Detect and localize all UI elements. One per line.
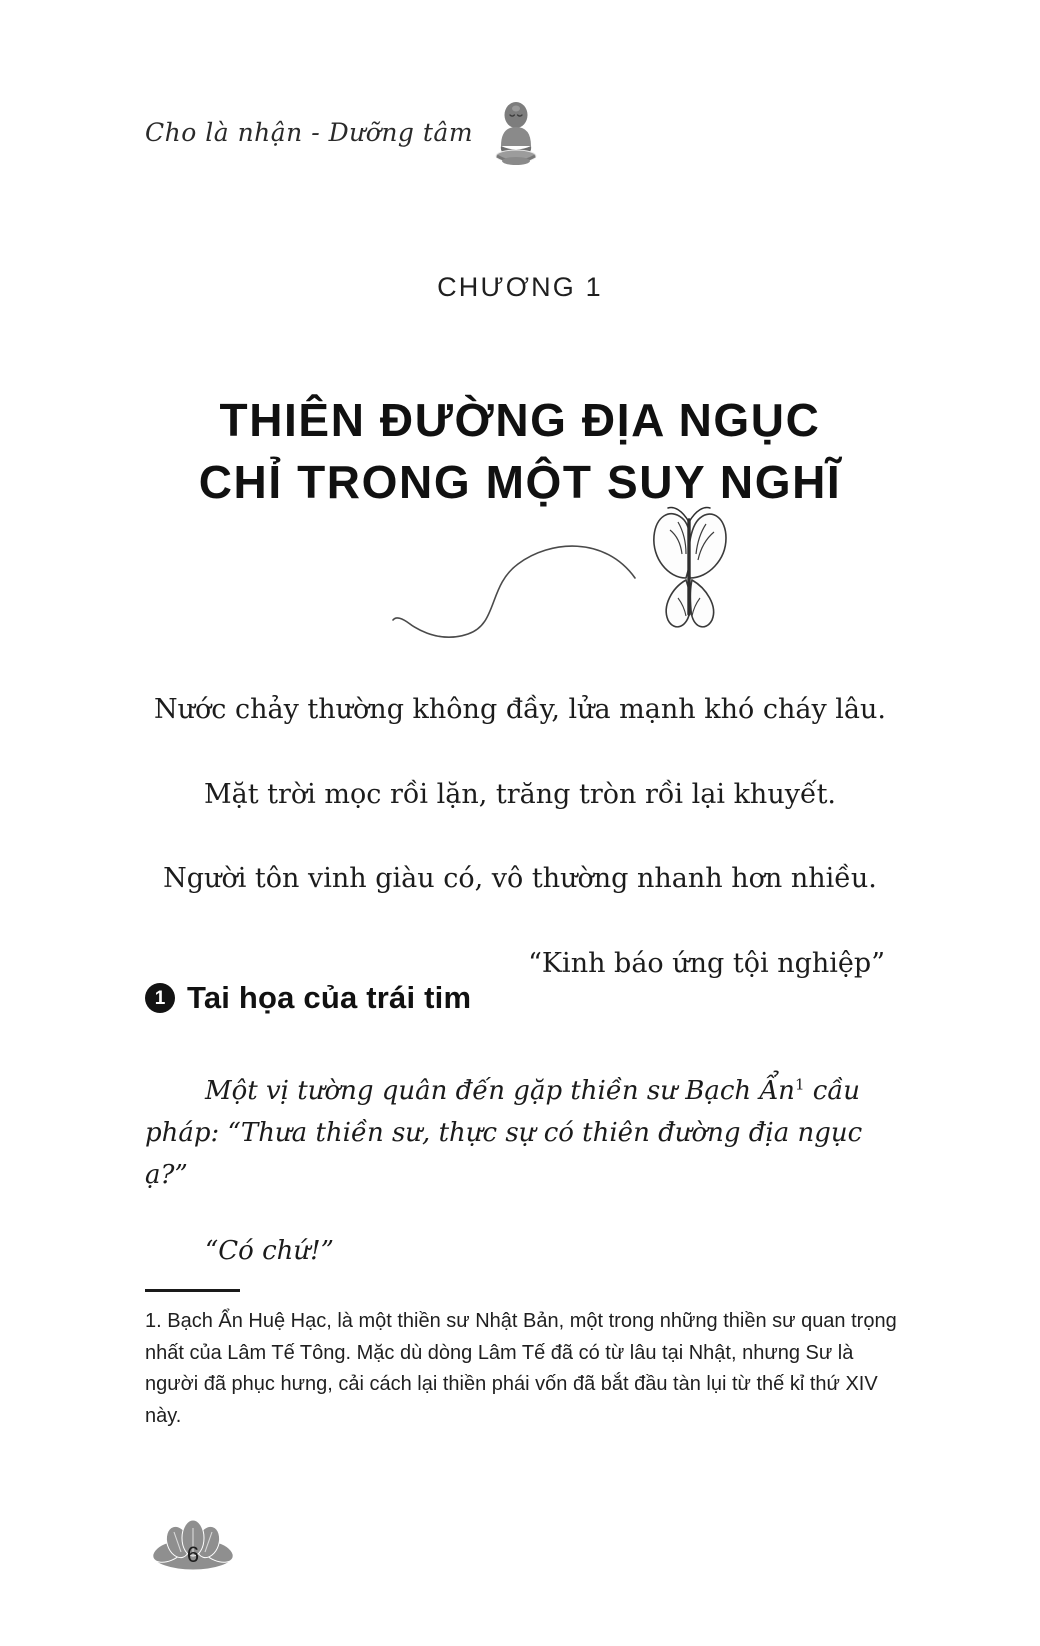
chapter-label: CHƯƠNG 1 bbox=[437, 272, 603, 302]
verse-attribution: “Kinh báo ứng tội nghiệp” bbox=[528, 947, 885, 979]
chapter-title-line-1: THIÊN ĐƯỜNG ĐỊA NGỤC bbox=[219, 393, 821, 446]
verse-line: Nước chảy thường không đầy, lửa mạnh khó cháy lâu. bbox=[154, 694, 886, 725]
footnote-text: 1. Bạch Ẩn Huệ Hạc, là một thiền sư Nhật Bản, một trong những thiền sư quan trọng nhất của Lâm Tế Tông. Mặc dù dòng Lâm Tế đã có từ lâu tại Nhật, nhưng Sư là người đã phục hưng, cải cách lại thiền phái vốn đã bắt đầu tàn lụi từ thế kỉ thứ XIV này. bbox=[145, 1310, 897, 1427]
section-heading bbox=[145, 980, 895, 1016]
verse-line: Mặt trời mọc rồi lặn, trăng tròn rồi lại khuyết. bbox=[203, 778, 837, 810]
page-number bbox=[148, 1512, 238, 1586]
page-number-text: 6 bbox=[186, 1542, 200, 1567]
running-header-text: Cho là nhận - Dưỡng tâm bbox=[145, 117, 474, 147]
meditating-monk-icon bbox=[487, 99, 545, 165]
page-title bbox=[0, 389, 1040, 513]
paragraph: “Có chứ!” bbox=[205, 1236, 334, 1267]
verse-line: Người tôn vinh giàu có, vô thường nhanh hơn nhiều. bbox=[163, 863, 877, 894]
verse-block bbox=[145, 690, 895, 984]
section-number-badge: 1 bbox=[145, 983, 175, 1013]
running-header bbox=[145, 96, 895, 168]
chapter-title-line-2: CHỈ TRONG MỘT SUY NGHĨ bbox=[198, 455, 842, 508]
body-text bbox=[145, 1070, 895, 1272]
paragraph bbox=[145, 1070, 895, 1196]
paragraph-part-1: Một vị tường quân đến gặp thiền sư Bạch Ẩn bbox=[205, 1076, 795, 1106]
footnote-divider bbox=[145, 1289, 240, 1292]
paragraph-part-2: cầu pháp: “Thưa thiền sư, thực sự có thiên đường địa ngục ạ?” bbox=[145, 1076, 863, 1191]
footnote-marker: 1 bbox=[794, 1075, 805, 1094]
section-heading-text: Tai họa của trái tim bbox=[187, 980, 472, 1015]
butterfly-swirl-ornament bbox=[250, 498, 790, 663]
